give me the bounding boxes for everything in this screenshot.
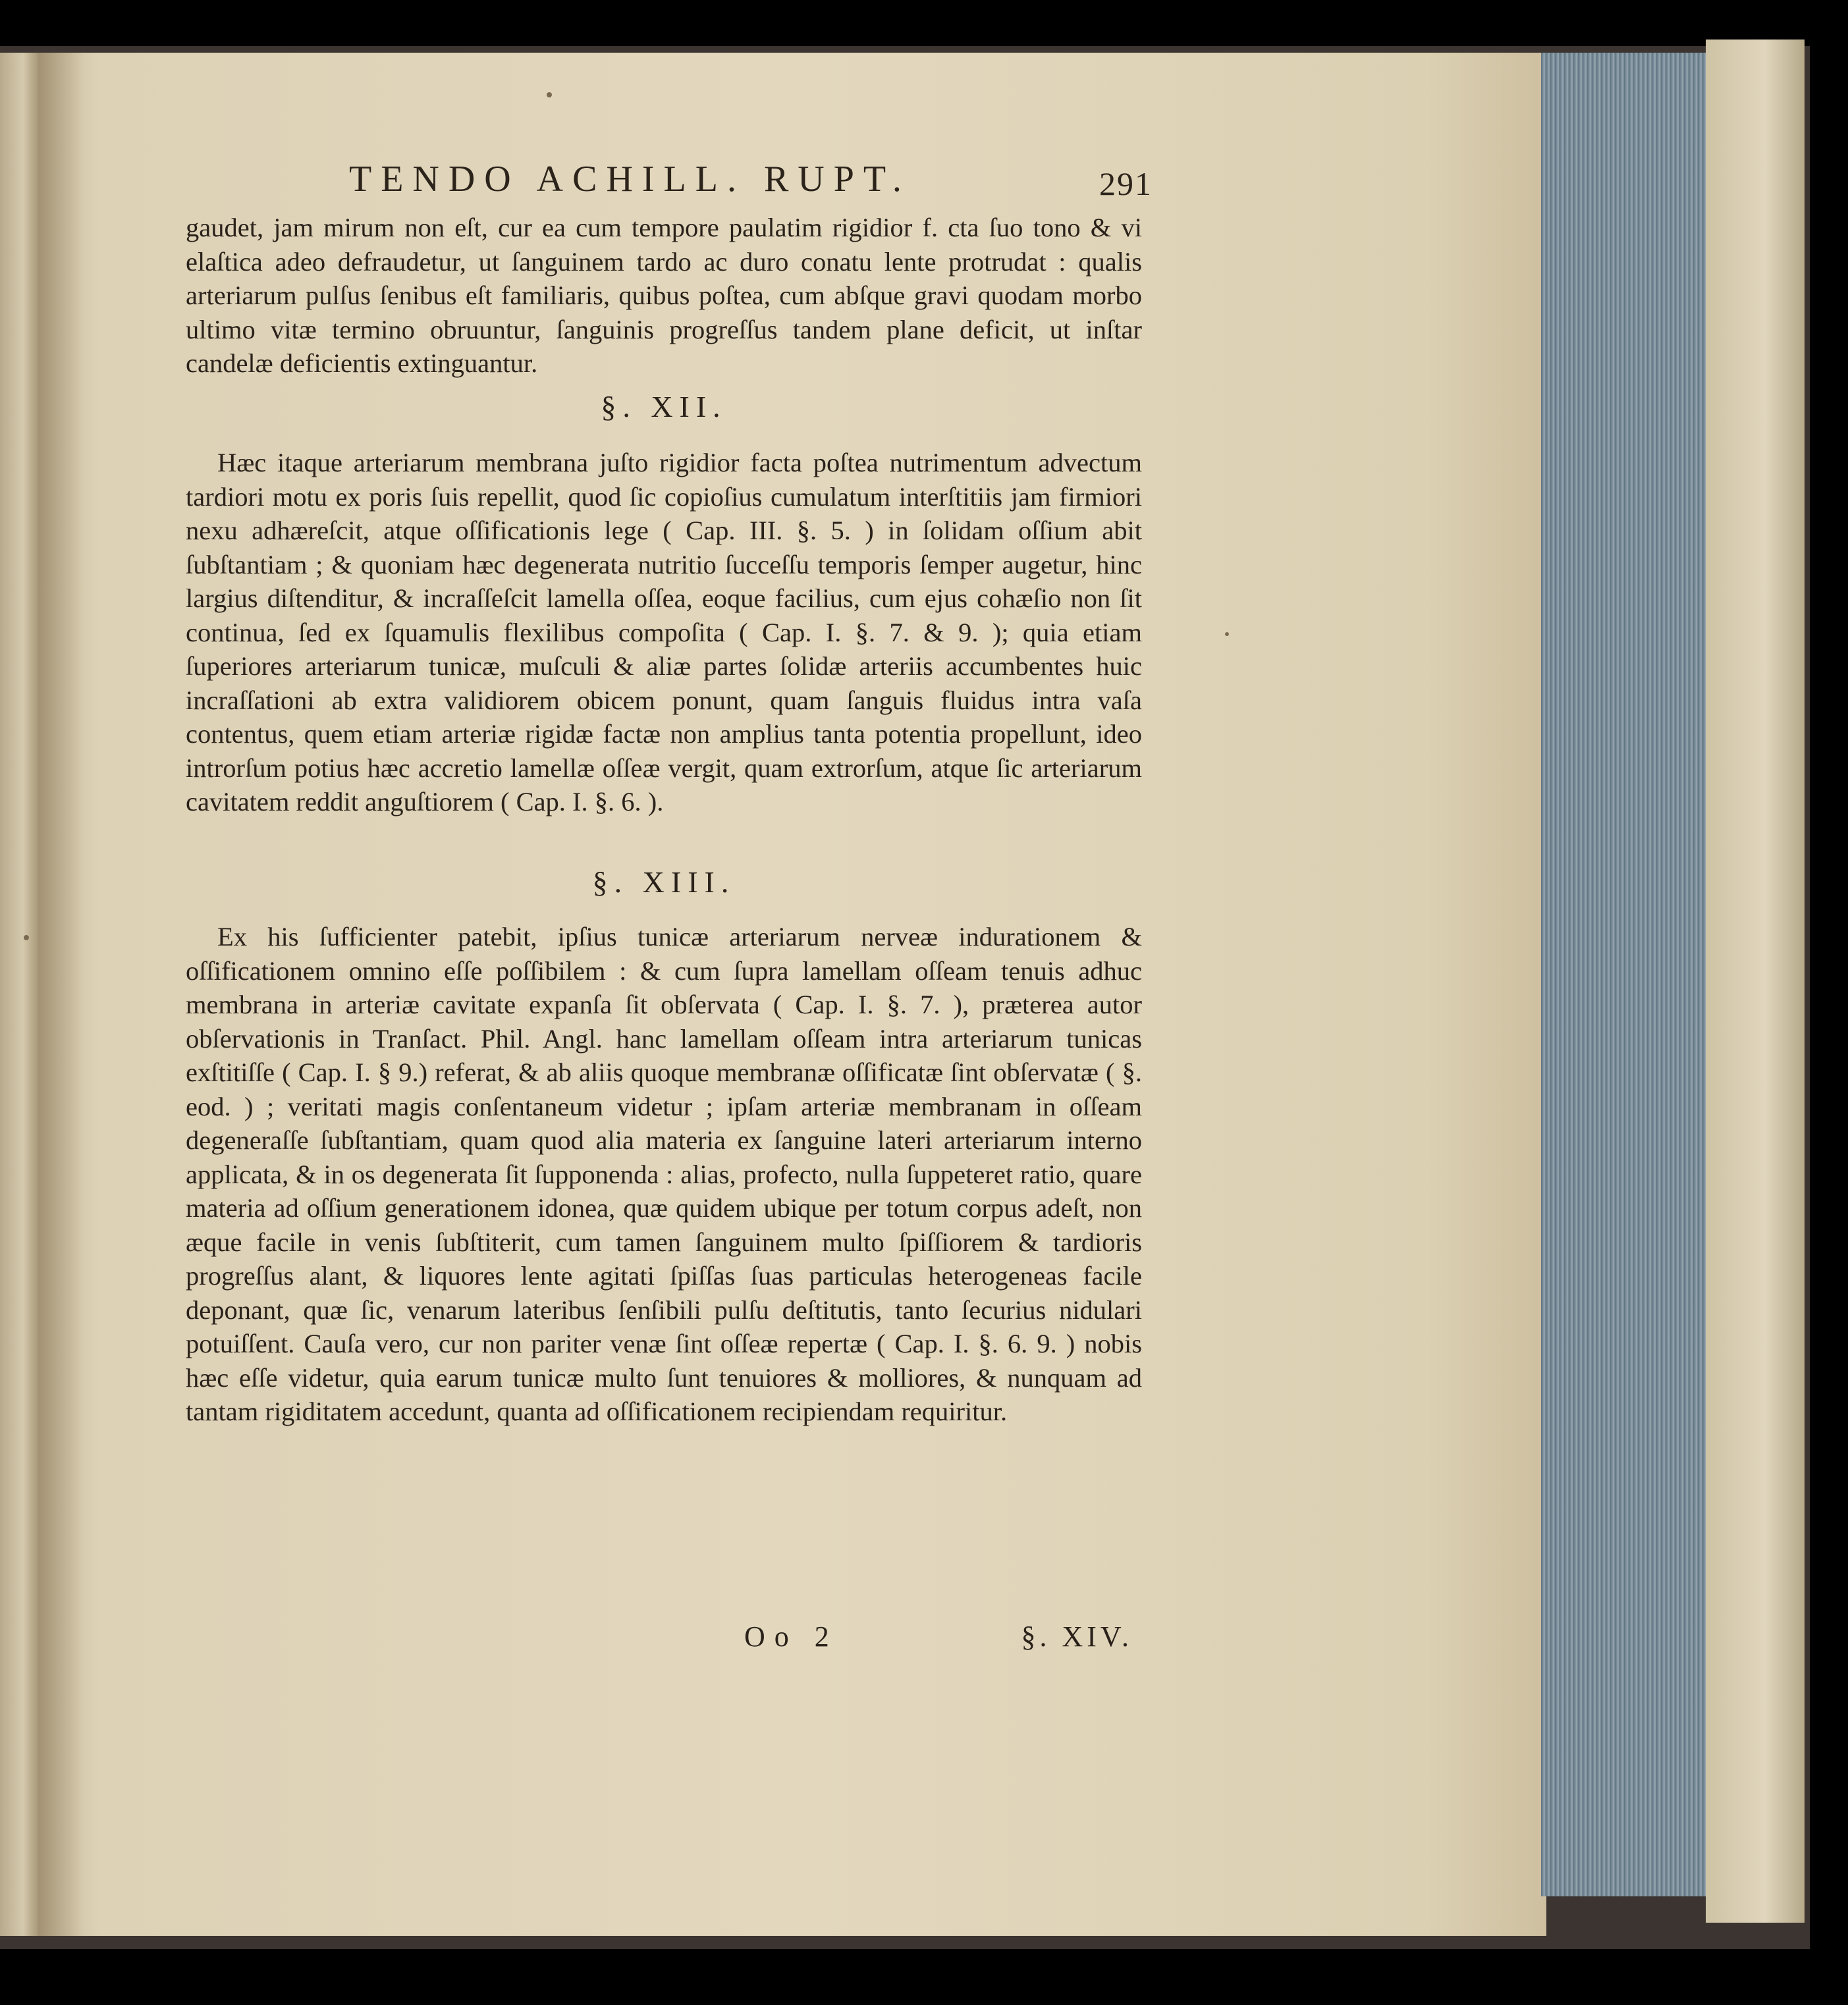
paper-speck xyxy=(24,935,29,940)
left-page-edge xyxy=(0,53,38,1936)
signature-mark: Oo 2 xyxy=(744,1620,838,1653)
paragraph-section-xiii: Ex his ſufficienter patebit, ipſius tunicæ arteriarum nerveæ indurationem & oſſificationem omnino eſſe poſſibilem : & cum ſupra lamellam oſſeam tenuis adhuc membrana in arteriæ cavitate expanſa ſit obſervata ( Cap. I. §. 7. ), præterea autor obſervationis in Tranſact. Phil. Angl. hanc lamellam oſſeam intra arteriarum tunicas exſtitiſſe ( Cap. I. § 9.) referat, & ab aliis quoque membranæ oſſificatæ ſint obſervatæ ( §. eod. ) ; veritati magis conſentaneum videtur ; ipſam arteriæ membranam in oſſeam degeneraſſe ſubſtantiam, quam quod alia materia ex ſanguine lateri arteriarum interno applicata, & in os degenerata ſit ſupponenda : alias, profecto, nulla ſuppeteret ratio, quare materia ad oſſium generationem idonea, quæ quidem ubique per totum corpus adeſt, non æque facile in venis ſubſtiterit, cum tamen ſanguinem multo ſpiſſiorem & tardioris progreſſus alant, & liquores lente agitati ſpiſſas ſuas particulas heterogeneas facile deponant, quæ ſic, venarum lateribus ſenſibili pulſu deſtitutis, tanto ſecurius nidulari potuiſſent. Cauſa vero, cur non pariter venæ ſint oſſeæ repertæ ( Cap. I. §. 6. 9. ) nobis hæc eſſe videtur, quia earum tunicæ multo ſunt tenuiores & molliores, & nunquam ad tantam rigiditatem accedunt, quanta ad oſſificationem recipiendam requiritur. xyxy=(186,922,1142,1426)
gutter-shadow xyxy=(38,53,84,1936)
paragraph-section-xii: Hæc itaque arteriarum membrana juſto rigidior facta poſtea nutrimentum advectum tardiori motu ex poris ſuis repellit, quod ſic copioſius cumulatum interſtitiis jam firmiori nexu adhæreſcit, atque oſſificationis lege ( Cap. III. §. 5. ) in ſolidam oſſium abit ſubſtantiam ; & quoniam hæc degenerata nutritio ſucceſſu temporis ſemper augetur, hinc largius diſtenditur, & incraſſeſcit lamella oſſea, eoque facilius, cum ejus cohæſio non ſit continua, ſed ex ſquamulis flexilibus compoſita ( Cap. I. §. 7. & 9. ); quia etiam ſuperiores arteriarum tunicæ, muſculi & aliæ partes ſolidæ arteriis accumbentes huic incraſſationi ab extra validiorem obicem ponunt, quam ſanguis fluidus intra vaſa contentus, quem etiam arteriæ rigidæ factæ non amplius tanta potentia propellunt, ideo introrſum potius hæc accretio lamellæ oſſeæ vergit, quam extrorſum, atque ſic arteriarum cavitatem reddit anguſtiorem ( Cap. I. §. 6. ). xyxy=(186,448,1142,816)
cover-edge xyxy=(1706,40,1805,1923)
running-title: TENDO ACHILL. RUPT. xyxy=(349,159,911,200)
running-head xyxy=(349,158,1153,204)
page-footer xyxy=(744,1620,1133,1659)
page-block-fore-edge xyxy=(1541,53,1706,1896)
page-number: 291 xyxy=(1099,165,1153,202)
section-heading-xiii: §. XIII. xyxy=(592,865,736,899)
paper-speck xyxy=(1225,632,1229,636)
body-text xyxy=(186,211,1142,1429)
paper-speck xyxy=(547,92,552,97)
section-heading-xii: §. XII. xyxy=(601,389,727,423)
paragraph-continuation: gaudet, jam mirum non eſt, cur ea cum tempore paulatim rigidior f. cta ſuo tono & vi elaſtica adeo defraudetur, ut ſanguinem tardo ac duro conatu lente protrudat : qualis arteriarum pulſus ſenibus eſt familiaris, quibus poſtea, cum abſque gravi quodam morbo ultimo vitæ termino obruuntur, ſanguinis progreſſus tandem plane deficit, ut inſtar candelæ deficientis extinguantur. xyxy=(186,213,1142,378)
catchword: §. XIV. xyxy=(1021,1620,1133,1653)
